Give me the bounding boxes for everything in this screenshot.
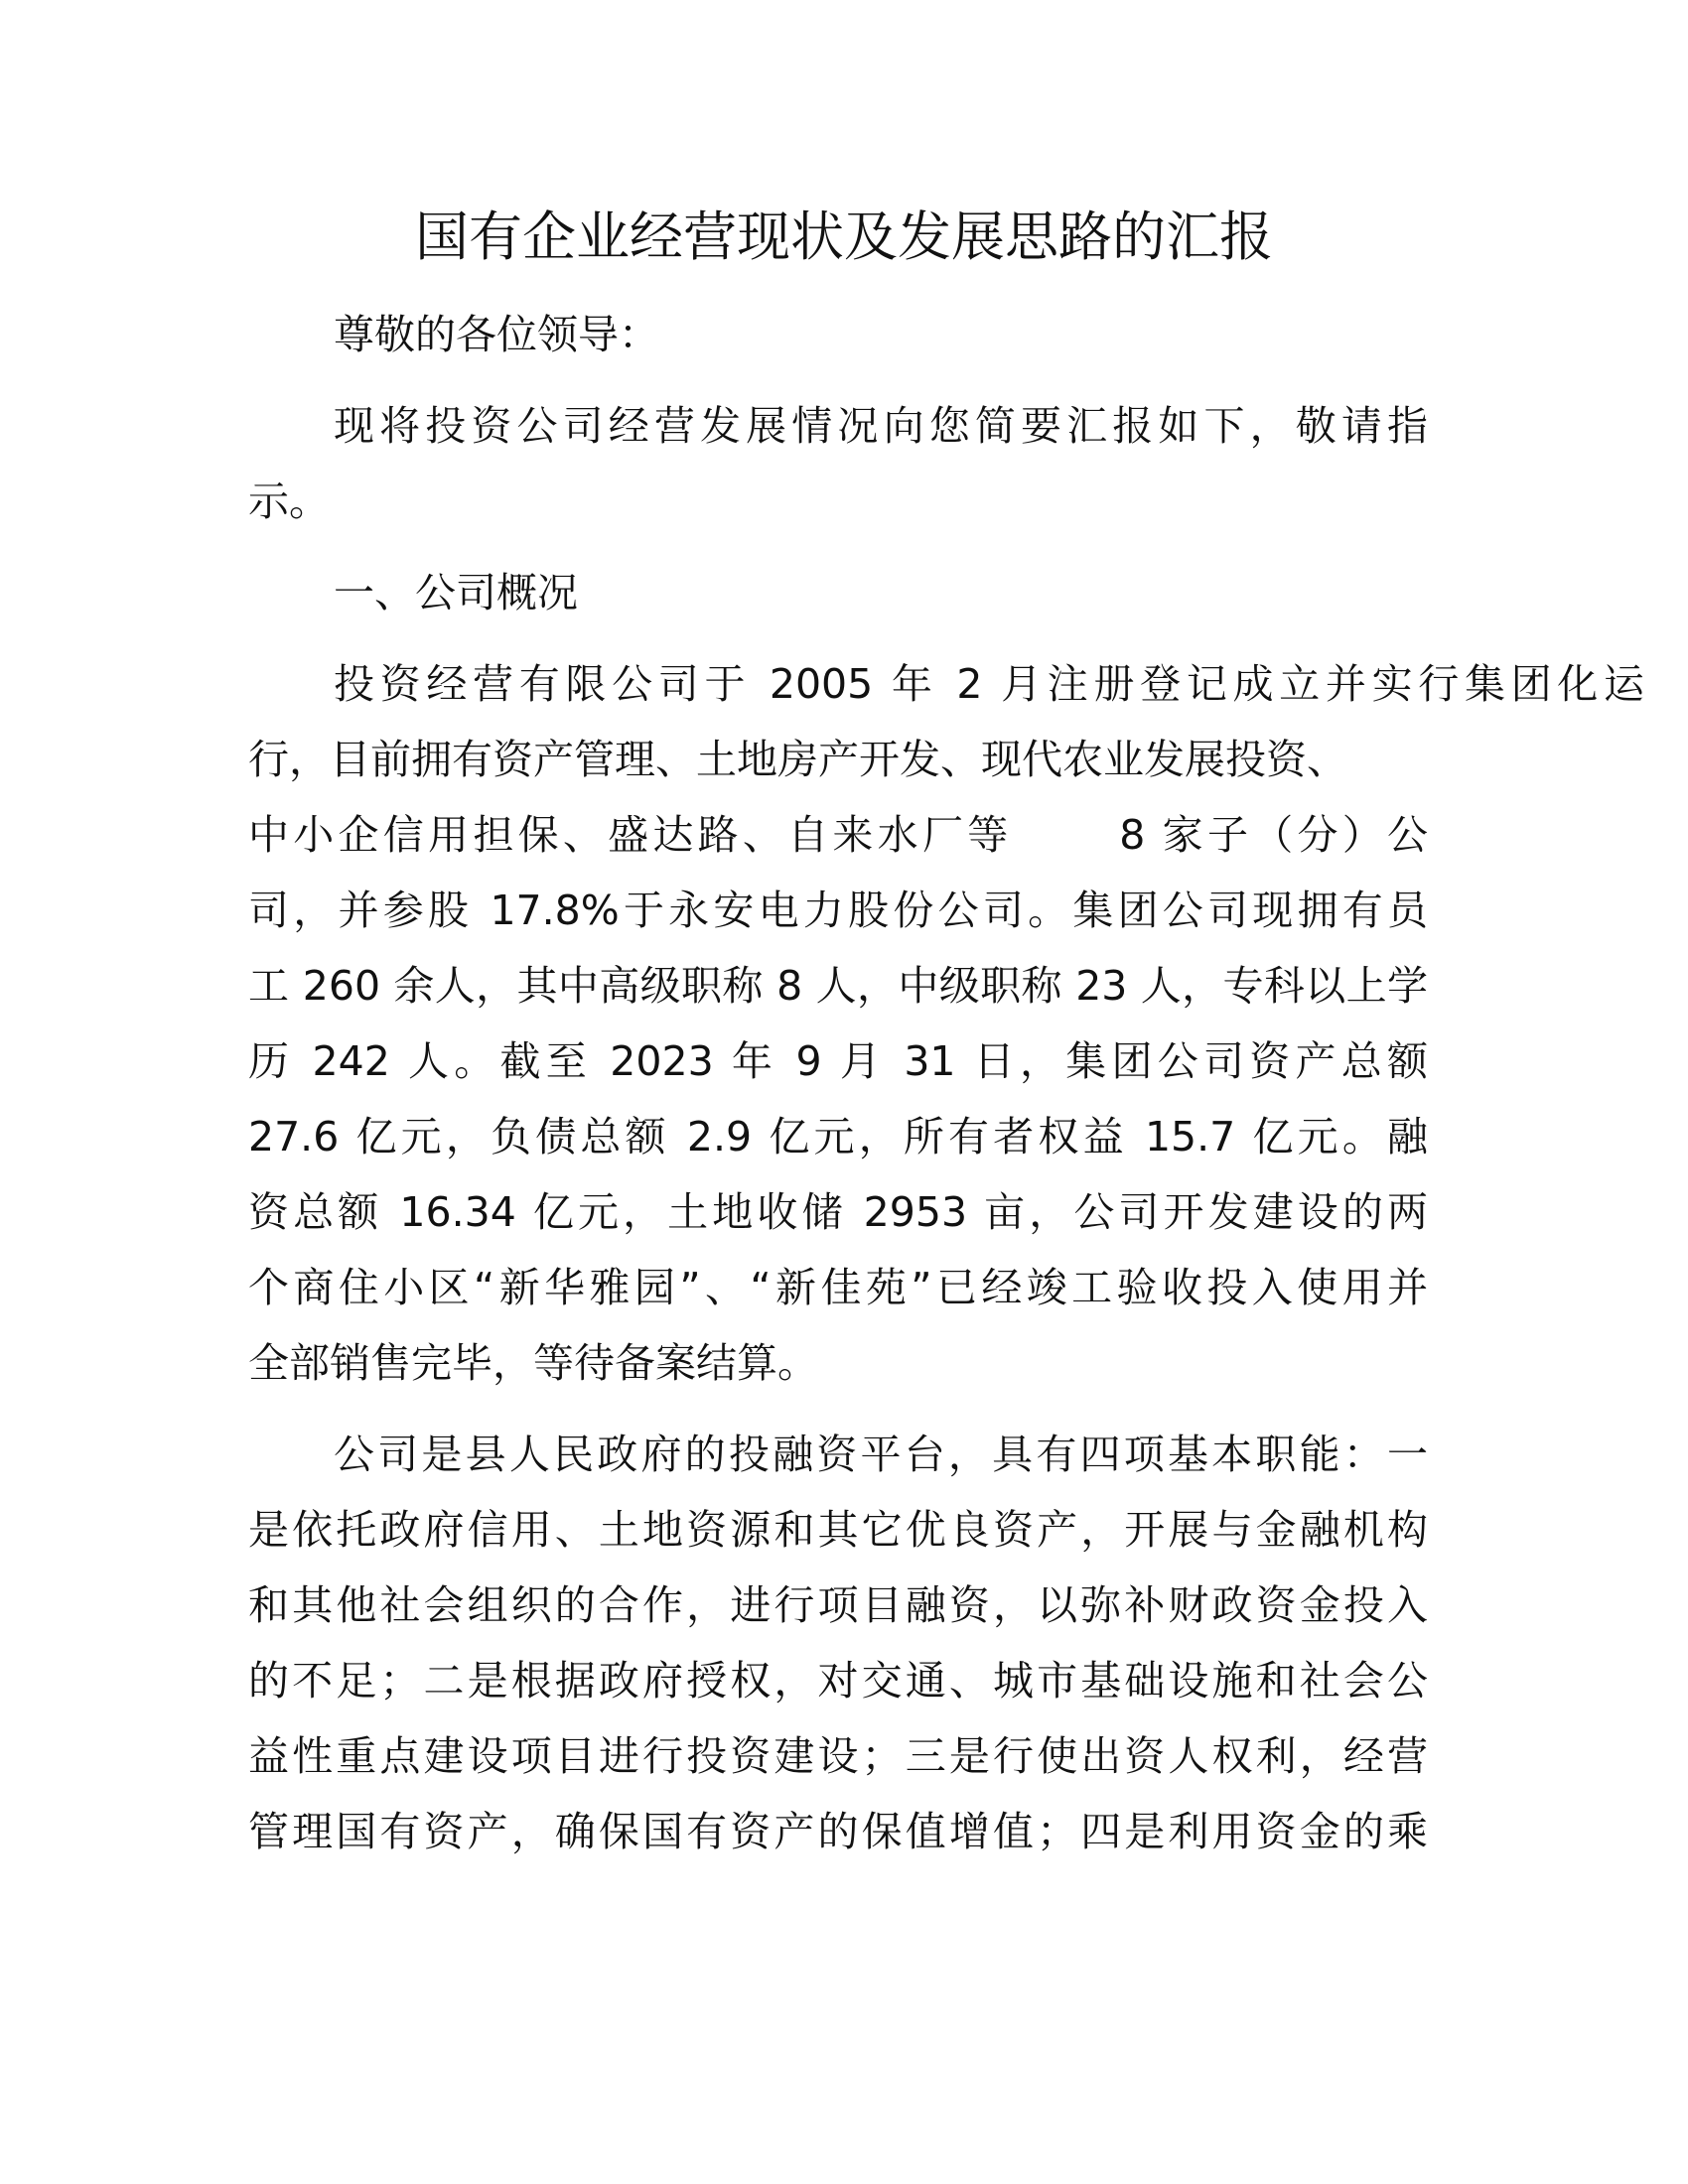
text-line: 示。 — [248, 478, 330, 525]
paragraph — [248, 646, 1644, 1401]
text-line: 公司是县人民政府的投融资平台，具有四项基本职能：一 — [334, 1431, 1428, 1478]
paragraph — [248, 297, 1428, 372]
paragraph — [248, 1417, 1428, 1869]
document-title: 国有企业经营现状及发展思路的汇报 — [415, 205, 1273, 268]
text-line: 中小企信用担保、盛达路、自来水厂等 8 家子（分）公 — [248, 811, 1428, 859]
text-line: 全部销售完毕，等待备案结算。 — [248, 1339, 818, 1387]
text-line: 一、公司概况 — [334, 569, 578, 616]
text-line: 司，并参股 17.8%于永安电力股份公司。集团公司现拥有员 — [248, 887, 1428, 934]
text-line: 历 242 人。截至 2023 年 9 月 31 日，集团公司资产总额 — [248, 1037, 1428, 1085]
paragraph — [248, 555, 1428, 630]
text-line: 个商住小区“新华雅园”、“新佳苑”已经竣工验收投入使用并 — [248, 1264, 1428, 1311]
text-line: 工 260 余人，其中高级职称 8 人，中级职称 23 人，专科以上学 — [248, 962, 1428, 1010]
text-line: 投资经营有限公司于 2005 年 2 月注册登记成立并实行集团化运 — [334, 660, 1644, 708]
document-body — [248, 297, 1644, 1885]
text-line: 尊敬的各位领导： — [334, 311, 659, 358]
text-line: 和其他社会组织的合作，进行项目融资，以弥补财政资金投入 — [248, 1581, 1428, 1629]
text-line: 行，目前拥有资产管理、土地房产开发、现代农业发展投资、 — [248, 736, 1347, 783]
text-line: 资总额 16.34 亿元，土地收储 2953 亩，公司开发建设的两 — [248, 1188, 1428, 1236]
text-line: 是依托政府信用、土地资源和其它优良资产，开展与金融机构 — [248, 1506, 1428, 1554]
paragraph — [248, 388, 1428, 539]
text-line: 益性重点建设项目进行投资建设；三是行使出资人权利，经营 — [248, 1732, 1428, 1780]
text-line: 的不足；二是根据政府授权，对交通、城市基础设施和社会公 — [248, 1657, 1428, 1705]
text-line: 27.6 亿元，负债总额 2.9 亿元，所有者权益 15.7 亿元。融 — [248, 1113, 1428, 1160]
text-line: 现将投资公司经营发展情况向您简要汇报如下，敬请指 — [334, 402, 1428, 450]
text-line: 管理国有资产，确保国有资产的保值增值；四是利用资金的乘 — [248, 1808, 1428, 1855]
